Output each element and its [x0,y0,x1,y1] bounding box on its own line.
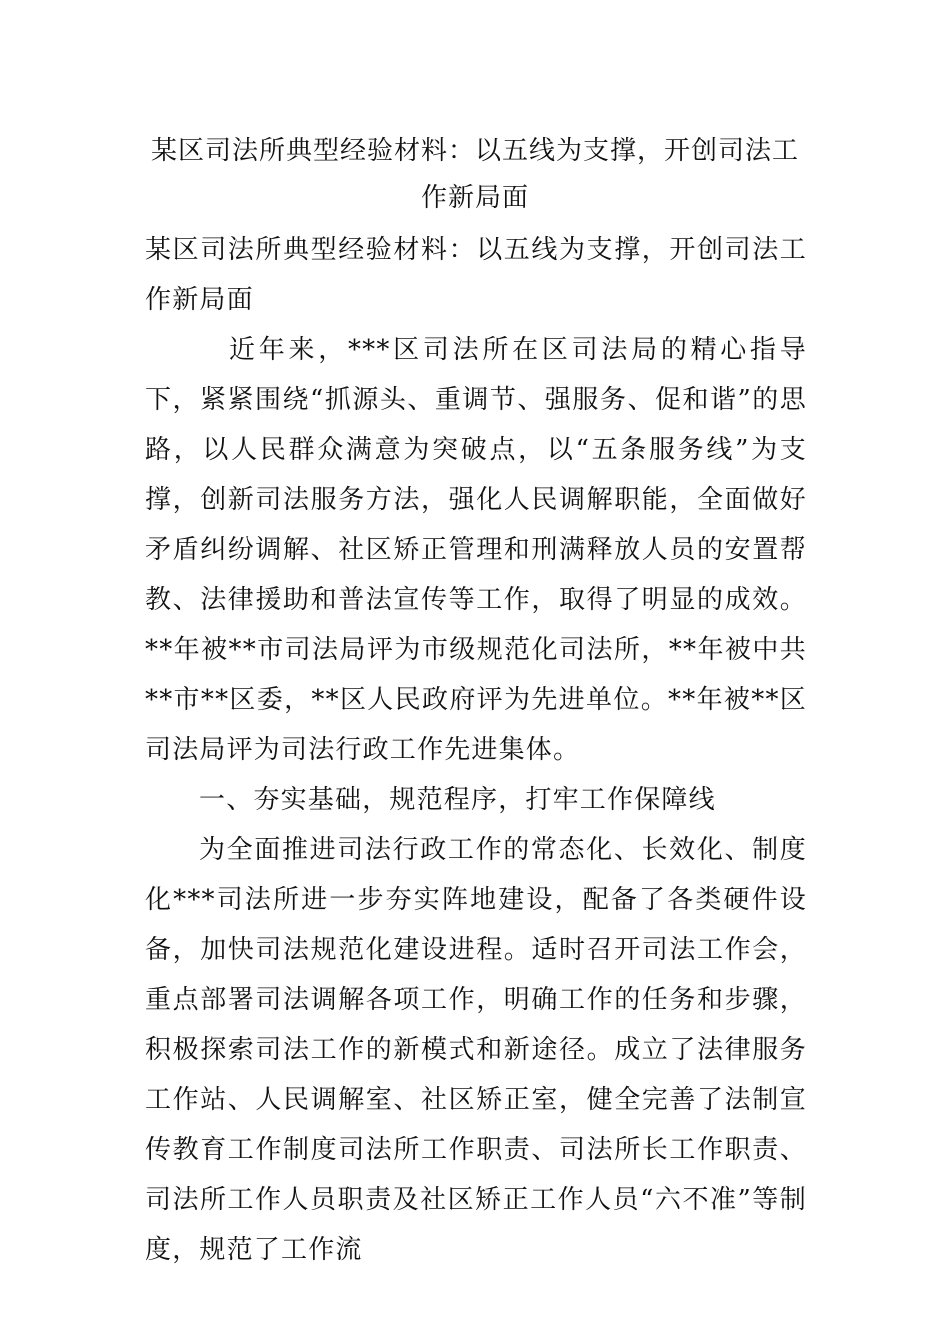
intro-paragraph: 近年来，***区司法所在区司法局的精心指导下，紧紧围绕“抓源头、重调节、强服务、促和谐”的思路，以人民群众满意为突破点，以“五条服务线”为支撑，创新司法服务方法，强化人民调解职能，全面做好矛盾纠纷调解、社区矫正管理和刑满释放人员的安置帮教、法律援助和普法宣传等工作，取得了明显的成效。**年被**市司法局评为市级规范化司法所，**年被中共**市**区委，**区人民政府评为先进单位。**年被**区司法局评为司法行政工作先进集体。 [145,335,807,765]
repeated-title: 某区司法所典型经验材料：以五线为支撑，开创司法工作新局面 [145,235,807,315]
section-heading-1: 一、夯实基础，规范程序，打牢工作保障线 [199,785,716,815]
document-title: 某区司法所典型经验材料：以五线为支撑，开创司法工作新局面 [150,136,799,213]
document-body [145,225,807,1275]
section-paragraph-1: 为全面推进司法行政工作的常态化、长效化、制度化***司法所进一步夯实阵地建设，配备了各类硬件设备，加快司法规范化建设进程。适时召开司法工作会，重点部署司法调解各项工作，明确工作的任务和步骤，积极探索司法工作的新模式和新途径。成立了法律服务工作站、人民调解室、社区矫正室，健全完善了法制宣传教育工作制度司法所工作职责、司法所长工作职责、司法所工作人员职责及社区矫正工作人员“六不准”等制度，规范了工作流 [145,835,807,1265]
